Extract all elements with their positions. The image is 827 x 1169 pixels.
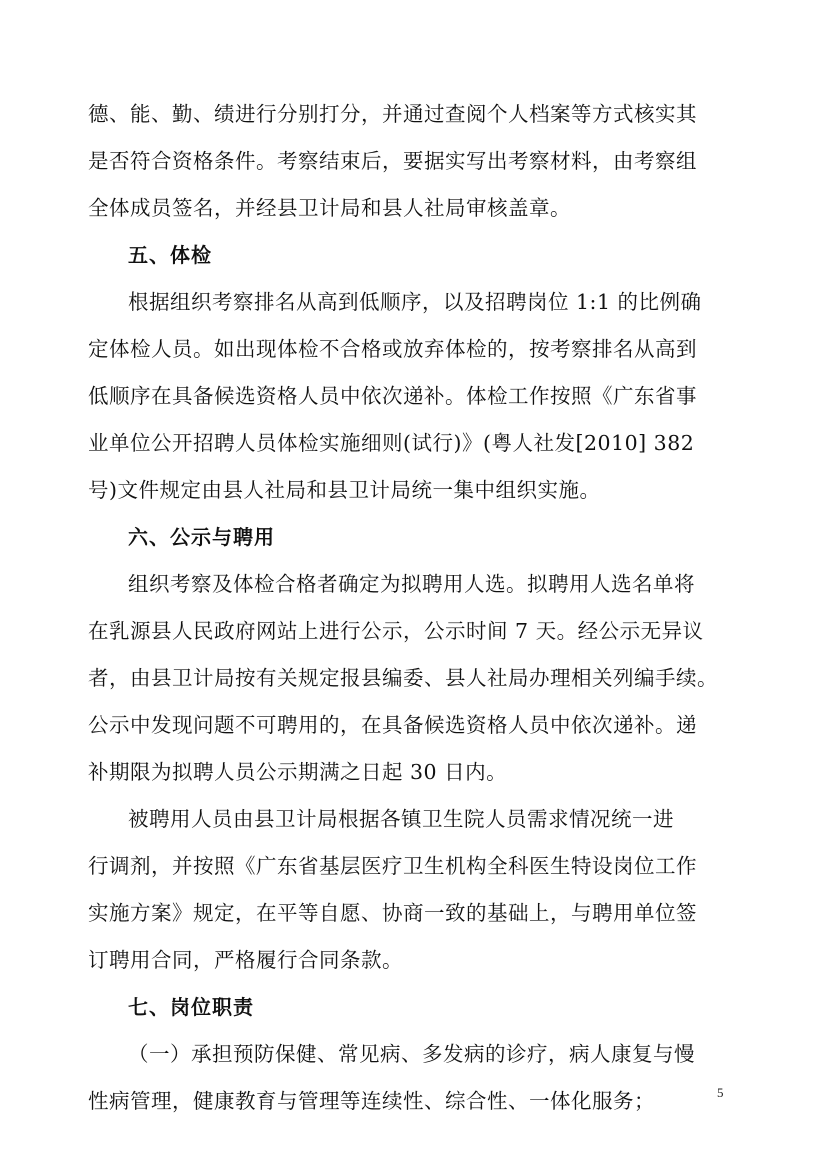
text-line: 是否符合资格条件。考察结束后，要据实写出考察材料，由考察组 [88, 149, 697, 173]
text-line: 德、能、勤、绩进行分别打分，并通过查阅个人档案等方式核实其 [88, 102, 697, 126]
text-line: 性病管理，健康教育与管理等连续性、综合性、一体化服务； [88, 1089, 655, 1113]
text-line: 在乳源县人民政府网站上进行公示，公示时间 7 天。经公示无异议 [88, 619, 704, 643]
text-line: （一）承担预防保健、常见病、多发病的诊疗，病人康复与慢 [128, 1042, 695, 1066]
text-line: 低顺序在具备候选资格人员中依次递补。体检工作按照《广东省事 [88, 384, 697, 408]
section-heading-job-duties: 七、岗位职责 [128, 995, 254, 1019]
page-number: 5 [717, 1085, 724, 1100]
text-line: 业单位公开招聘人员体检实施细则(试行)》(粤人社发[2010] 382 [88, 431, 695, 455]
text-line: 实施方案》规定，在平等自愿、协商一致的基础上，与聘用单位签 [88, 901, 697, 925]
text-line: 根据组织考察排名从高到低顺序，以及招聘岗位 1:1 的比例确 [128, 290, 702, 314]
text-line: 者，由县卫计局按有关规定报县编委、县人社局办理相关列编手续。 [88, 666, 718, 690]
text-line: 被聘用人员由县卫计局根据各镇卫生院人员需求情况统一进 [128, 807, 674, 831]
text-line: 组织考察及体检合格者确定为拟聘用人选。拟聘用人选名单将 [128, 572, 695, 596]
section-heading-physical-exam: 五、体检 [128, 243, 212, 267]
text-line: 订聘用合同，严格履行合同条款。 [88, 948, 403, 972]
section-heading-publicity-employment: 六、公示与聘用 [128, 525, 275, 549]
text-line: 号)文件规定由县人社局和县卫计局统一集中组织实施。 [88, 478, 601, 502]
text-line: 全体成员签名，并经县卫计局和县人社局审核盖章。 [88, 196, 571, 220]
text-line: 行调剂，并按照《广东省基层医疗卫生机构全科医生特设岗位工作 [88, 854, 697, 878]
text-line: 定体检人员。如出现体检不合格或放弃体检的，按考察排名从高到 [88, 337, 697, 361]
text-line: 公示中发现问题不可聘用的，在具备候选资格人员中依次递补。递 [88, 713, 697, 737]
text-line: 补期限为拟聘人员公示期满之日起 30 日内。 [88, 760, 508, 784]
